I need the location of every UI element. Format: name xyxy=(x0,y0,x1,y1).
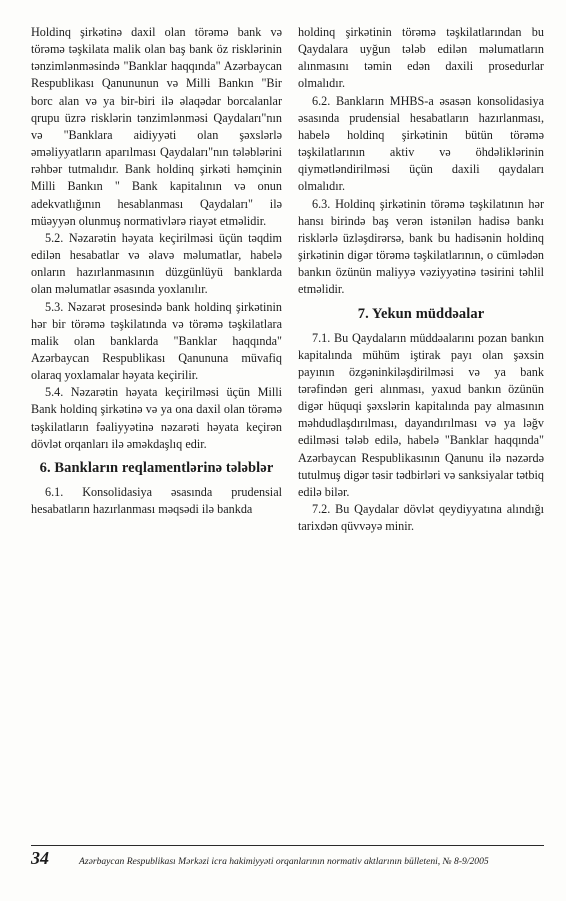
paragraph-5-2: 5.2. Nəzarətin həyata keçirilməsi üçün təqdim edilən hesabatlar və əlavə məlumatlar, habelə onların hazırlanmasının düzgünlüyü banklarda olan məlumatlar əsasında yoxlanılır. xyxy=(31,230,282,297)
paragraph: Holdinq şirkətinə daxil olan törəmə bank və törəmə təşkilata malik olan baş bank öz risklərinin tənzimlənməsində "Banklar haqqında" Azərbaycan Respublikası Qanununun və Milli Bankın "Bir borc alan və ya bir-biri ilə əlaqədar borcalanlar qrupu üzrə risklərin tənzimlənməsi Qaydaları"nın və "Banklara aidiyyəti olan şəxslərlə əməliyyatların aparılması Qaydaları"nın tələblərini rəhbər tutmalıdır. Bank holdinq şirkəti həmçinin Milli Bankın " Bank kapitalının və onun adekvatlığının hesablanması Qaydaları" ilə müəyyən olunmuş normativlərə riayət etməlidir. xyxy=(31,25,282,228)
page-number: 34 xyxy=(31,848,49,868)
section-7-heading: 7. Yekun müddəalar xyxy=(357,305,485,322)
paragraph-5-4: 5.4. Nəzarətin həyata keçirilməsi üçün Milli Bank holdinq şirkətinə və ya ona daxil olan törəmə təşkilatların fəaliyyətinə nəzarəti həyata keçirən dövlət orqanları ilə əməkdaşlıq edir. xyxy=(31,385,282,451)
section-6-heading: 6. Bankların reqlamentlərinə tələblər xyxy=(39,459,274,476)
footer-divider xyxy=(31,845,544,846)
paragraph-7-2: 7.2. Bu Qaydalar dövlət qeydiyyatına alındığı tarixdən qüvvəyə minir. xyxy=(298,502,544,534)
right-column xyxy=(298,24,544,535)
paragraph-6-2: 6.2. Bankların MHBS-a əsasən konsolidasiya əsasında prudensial hesabatların hazırlanması, habelə holdinq şirkətinin bütün törəmə təşkilatlarının aktiv və öhdəliklərinin qiymətləndirilməsi üçün daxili qaydaları olmalıdır. xyxy=(298,93,544,194)
left-column xyxy=(31,24,282,518)
running-title: Azərbaycan Respublikası Mərkəzi icra hakimiyyəti orqanlarının normativ aktlarının bülleteni, № 8-9/2005 xyxy=(79,856,489,867)
paragraph-6-3: 6.3. Holdinq şirkətinin törəmə təşkilatının hər hansı birində baş verən istənilən hadisə bankı risklərlə üzləşdirərsə, bank bu hadisənin holdinq şirkətinin digər törəmə təşkilatlarının, o cümlədən bankın özünün maliyyə vəziyyətinə təsirini təhlil etməlidir. xyxy=(298,196,544,297)
paragraph-6-1: 6.1. Konsolidasiya əsasında prudensial hesabatların hazırlanması məqsədi ilə bankda xyxy=(31,484,282,517)
paragraph-5-3: 5.3. Nəzarət prosesində bank holdinq şirkətinin hər bir törəmə təşkilatında və törəmə təşkilatlara malik olan banklarda "Banklar haqqında" Azərbaycan Respublikası Qanununa müvafiq olaraq yoxlamalar həyata keçirilir. xyxy=(31,299,282,383)
paragraph-7-1: 7.1. Bu Qaydaların müddəalarını pozan bankın kapitalında mühüm iştirak payı olan şəxsin payının özgəninkiləşdirilməsi və ya bank tərəfindən geri alınması, yaxud bankın özünün digər hüquqi şəxslərin kapitalında pay almasının məhdudlaşdırılması, dayandırılması və ya ləğv edilməsi tələb edilə, habelə "Banklar haqqında" Azərbaycan Respublikasının Qanunu ilə nəzərdə tutulmuş digər təsir tədbirləri və sanksiyalar tətbiq edilə bilər. xyxy=(298,330,544,499)
page-footer xyxy=(31,848,544,870)
paragraph-6-1-cont: holdinq şirkətinin törəmə təşkilatlarından bu Qaydalara uyğun tələb edilən məlumatların alınmasını təmin edən daxili prosedurlar olmalıdır. xyxy=(298,25,544,91)
